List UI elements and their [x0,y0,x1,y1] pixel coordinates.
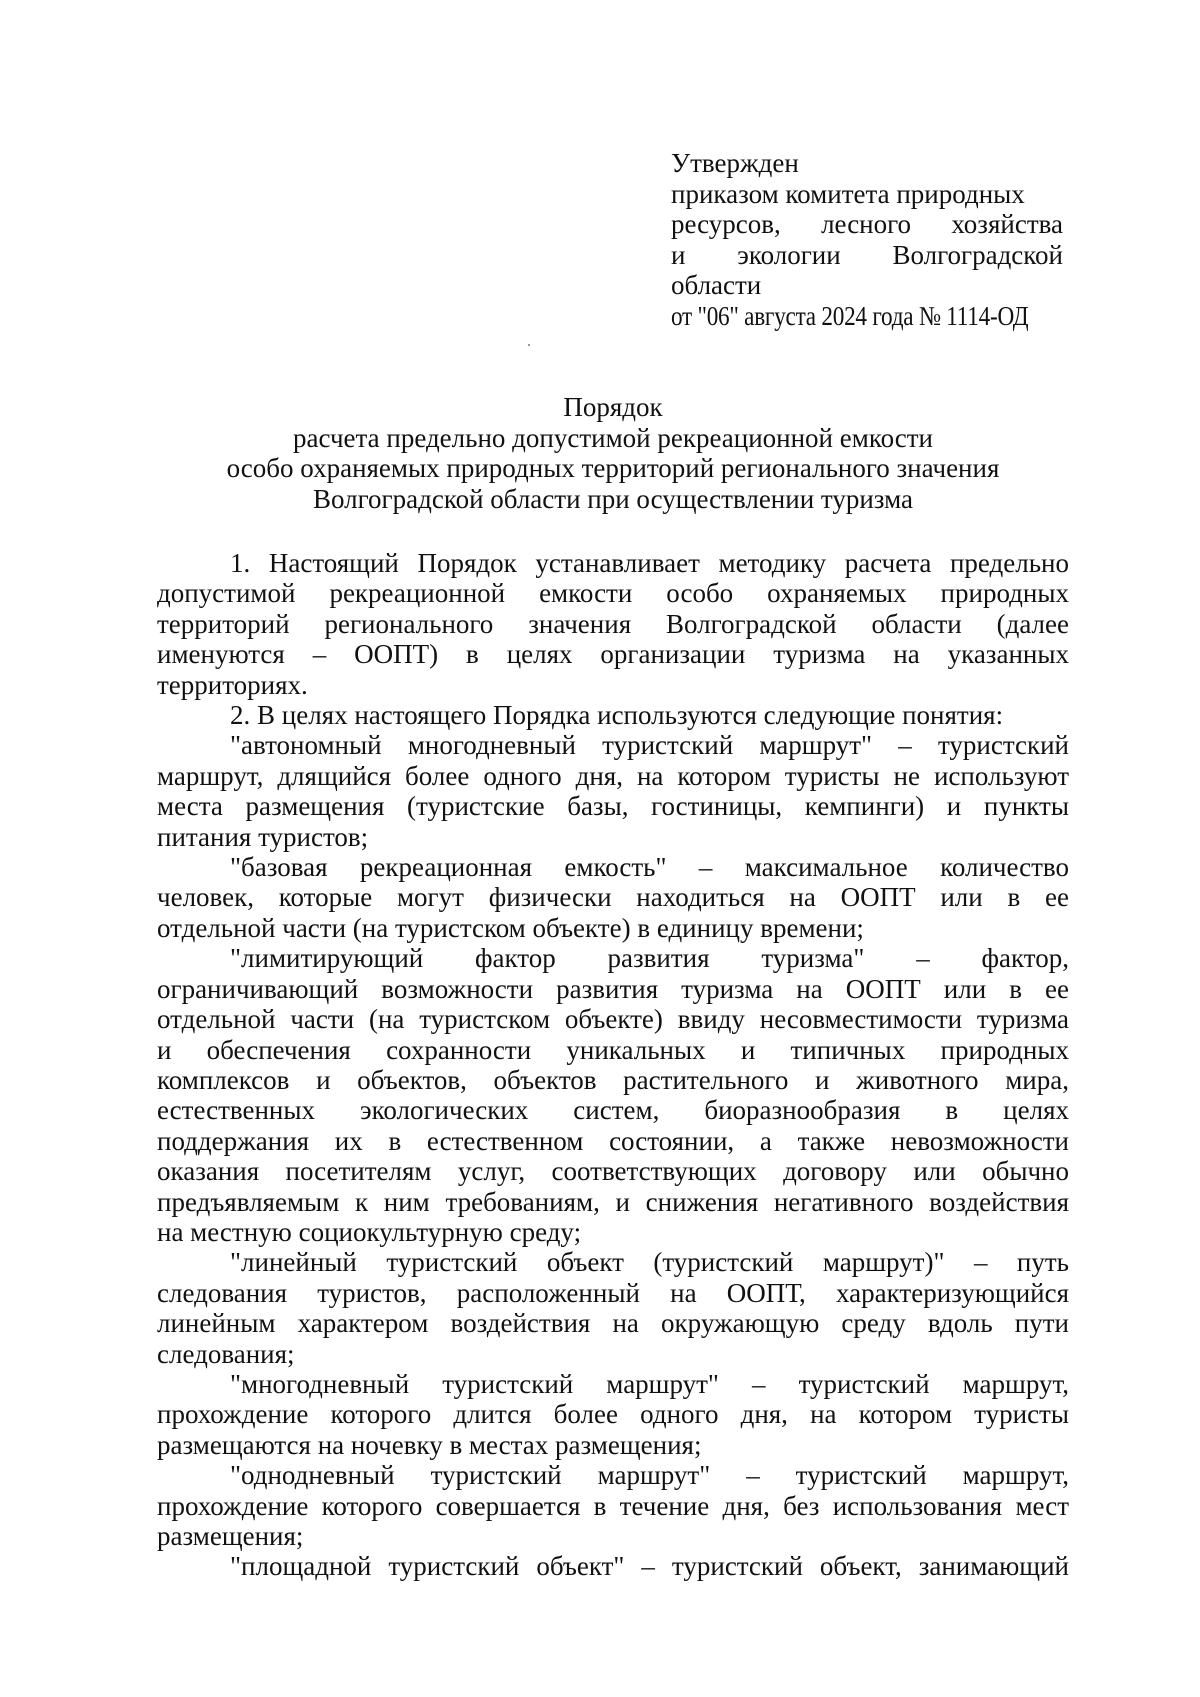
document-subtitle-line: особо охраняемых природных территорий регионального значения [226,453,1000,483]
document-subtitle-line: Волгоградской области при осуществлении туризма [313,483,913,514]
definition-line: "площадной туристский объект" – туристский объект, занимающий [230,1551,1069,1582]
paragraph-1-line: 1. Настоящий Порядок устанавливает методику расчета предельно [230,548,1069,578]
definition-line: "лимитирующий фактор развития туризма" – фактор, [230,943,1069,974]
definition-line: размещаются на ночевку в местах размещения; [157,1429,702,1460]
approval-line: ресурсов, лесного хозяйства [671,209,1063,239]
approval-title: Утвержден [671,148,799,178]
definition-line: места размещения (туристские базы, гостиницы, кемпинги) и пункты [157,791,1069,822]
paragraph-1-line: допустимой рекреационной емкости особо охраняемых природных [157,578,1069,609]
definition-line: прохождение которого длится более одного дня, на котором туристы [157,1399,1069,1430]
document-heading [157,392,1069,514]
definition-line: маршрут, длящийся более одного дня, на котором туристы не используют [157,760,1069,791]
document-body [157,548,1069,1582]
definition-line: "автономный многодневный туристский маршрут" – туристский [230,730,1069,761]
definition-line: питания туристов; [157,821,369,852]
definition-line: отдельной части (на туристском объекте) в единицу времени; [157,912,864,943]
definition-line: и обеспечения сохранности уникальных и типичных природных [157,1034,1069,1065]
paragraph-1-line: именуются – ООПТ) в целях организации туризма на указанных [157,639,1069,670]
definition-line: на местную социокультурную среду; [157,1216,582,1247]
definition-line: ограничивающий возможности развития туризма на ООПТ или в ее [157,973,1069,1004]
definition-line: комплексов и объектов, объектов растительного и животного мира, [157,1064,1069,1095]
document-subtitle-line: расчета предельно допустимой рекреационной емкости [293,422,933,453]
definition-line: "линейный туристский объект (туристский маршрут)" – путь [230,1247,1069,1278]
paragraph-1-line: территорий регионального значения Волгоградской области (далее [157,608,1069,639]
definition-line: естественных экологических систем, биоразнообразия в целях [157,1095,1069,1126]
definition-line: человек, которые могут физически находиться на ООПТ или в ее [157,882,1069,913]
approval-order-line [671,301,1063,332]
definition-line: размещения; [157,1521,304,1551]
definition-line: прохождение которого совершается в течение дня, без использования мест [157,1490,1069,1521]
approval-line: области [671,270,762,300]
definition-line: отдельной части (на туристском объекте) ввиду несовместимости туризма [157,1004,1069,1035]
paragraph-2-line: 2. В целях настоящего Порядка используются следующие понятия: [230,700,1004,731]
definition-line: следования туристов, расположенный на ООПТ, характеризующийся [157,1277,1069,1308]
definition-line: "базовая рекреационная емкость" – максимальное количество [230,852,1069,883]
approval-order-number: от "06" августа 2024 года № 1114-ОД [671,300,1029,331]
approval-line: и экологии Волгоградской [671,239,1063,270]
definition-line: поддержания их в естественном состоянии, а также невозможности [157,1125,1069,1156]
approval-line: приказом комитета природных [671,178,1025,209]
paragraph-1-line: территориях. [157,669,308,700]
scan-speck [528,344,530,346]
definition-line: оказания посетителям услуг, соответствующих договору или обычно [157,1156,1069,1187]
definition-line: следования; [157,1338,295,1369]
approval-block [671,148,1063,331]
definition-line: линейным характером воздействия на окружающую среду вдоль пути [157,1308,1069,1339]
document-title: Порядок [563,392,663,422]
definition-line: "многодневный туристский маршрут" – туристский маршрут, [230,1368,1069,1399]
definition-line: "однодневный туристский маршрут" – туристский маршрут, [230,1460,1069,1491]
definition-line: предъявляемым к ним требованиям, и снижения негативного воздействия [157,1186,1069,1217]
